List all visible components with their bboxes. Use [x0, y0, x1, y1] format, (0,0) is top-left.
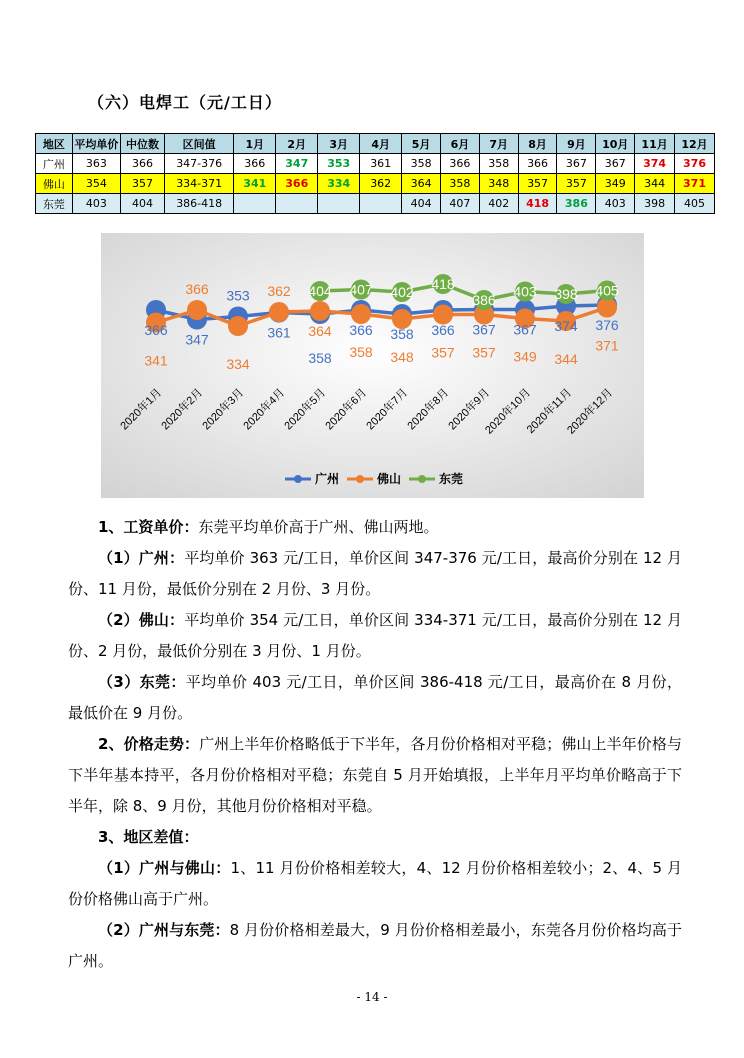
table-cell: 357	[120, 174, 164, 194]
table-cell: 东莞	[36, 194, 73, 214]
table-header-cell: 1月	[234, 134, 276, 154]
table-cell: 398	[635, 194, 675, 214]
table-cell: 402	[479, 194, 518, 214]
data-label: 386	[472, 292, 496, 308]
table-cell: 418	[518, 194, 557, 214]
paragraph-5	[68, 729, 682, 822]
table-header-cell: 11月	[635, 134, 675, 154]
paragraph-4-text: 平均单价 403 元/工日，单价区间 386-418 元/工日，最高价在 8 月份，最低价在 9 月份。	[68, 673, 682, 722]
table-cell: 371	[675, 174, 715, 194]
table-header-row	[36, 134, 715, 154]
paragraph-1-heading: 1、工资单价：	[98, 518, 199, 536]
x-tick-label: 2020年9月	[446, 386, 493, 433]
table-cell: 367	[596, 154, 635, 174]
paragraph-2	[68, 543, 682, 605]
table-cell: 366	[441, 154, 480, 174]
table-cell	[318, 194, 360, 214]
table-header-cell: 区间值	[165, 134, 234, 154]
table-cell: 358	[402, 154, 441, 174]
x-tick-label: 2020年4月	[241, 386, 288, 433]
x-tick-label: 2020年6月	[323, 386, 370, 433]
x-tick-label: 2020年1月	[118, 386, 165, 433]
paragraph-8-heading: （2）广州与东莞：	[98, 921, 230, 939]
table-cell: 334-371	[165, 174, 234, 194]
table-header-cell: 4月	[360, 134, 402, 154]
table-cell: 334	[318, 174, 360, 194]
data-label: 357	[431, 344, 455, 361]
table-cell: 405	[675, 194, 715, 214]
paragraph-8-text: 8 月份价格相差最大，9 月份价格相差最小，东莞各月份价格均高于广州。	[68, 921, 682, 970]
table-cell: 348	[479, 174, 518, 194]
table-cell: 403	[72, 194, 120, 214]
table-cell	[360, 194, 402, 214]
x-tick-label: 2020年11月	[524, 386, 575, 437]
table-cell: 361	[360, 154, 402, 174]
legend-label: 佛山	[377, 472, 402, 486]
x-tick-label: 2020年12月	[565, 386, 616, 437]
table-cell: 344	[635, 174, 675, 194]
paragraph-6	[68, 822, 682, 853]
table-header-cell: 12月	[675, 134, 715, 154]
table-row	[36, 194, 715, 214]
table-header-cell: 7月	[479, 134, 518, 154]
data-label: 418	[431, 276, 455, 292]
data-label: 402	[390, 284, 414, 300]
data-label: 371	[595, 337, 619, 354]
table-cell: 354	[72, 174, 120, 194]
paragraph-4	[68, 667, 682, 729]
data-point	[310, 301, 330, 321]
data-label: 398	[554, 286, 578, 302]
table-row	[36, 154, 715, 174]
table-cell: 362	[360, 174, 402, 194]
table-cell: 364	[402, 174, 441, 194]
table-cell: 358	[441, 174, 480, 194]
table-cell: 403	[596, 194, 635, 214]
x-tick-label: 2020年5月	[282, 386, 329, 433]
table-cell: 366	[234, 154, 276, 174]
data-label: 376	[595, 317, 619, 333]
x-tick-label: 2020年8月	[405, 386, 452, 433]
data-point	[269, 302, 289, 322]
table-cell: 347-376	[165, 154, 234, 174]
table-cell: 404	[120, 194, 164, 214]
paragraph-6-heading: 3、地区差值：	[98, 828, 199, 846]
data-label: 358	[308, 350, 332, 366]
data-label: 349	[513, 348, 537, 365]
data-label: 353	[226, 287, 250, 304]
table-cell: 358	[479, 154, 518, 174]
table-cell: 376	[675, 154, 715, 174]
legend-label: 东莞	[439, 472, 464, 486]
data-label: 403	[513, 283, 537, 300]
paragraph-5-text: 广州上半年价格略低于下半年，各月份价格相对平稳；佛山上半年价格与下半年基本持平，各月份价格相对平稳；东莞自 5 月开始填报，上半年月平均单价略高于下半年，除 8、9 月份，其他月份价格相对平稳。	[68, 735, 682, 815]
data-label: 361	[267, 324, 291, 341]
data-label: 367	[513, 321, 537, 338]
data-label: 358	[349, 344, 373, 360]
table-cell: 386	[557, 194, 596, 214]
table-cell: 366	[120, 154, 164, 174]
paragraph-7-heading: （1）广州与佛山：	[98, 859, 231, 877]
table-cell: 386-418	[165, 194, 234, 214]
data-label: 405	[595, 282, 619, 299]
x-tick-label: 2020年7月	[364, 386, 411, 433]
data-label: 344	[554, 351, 578, 367]
paragraph-7	[68, 853, 682, 915]
data-label: 366	[144, 322, 168, 338]
section-title: （六）电焊工（元/工日）	[88, 93, 282, 112]
x-tick-label: 2020年10月	[483, 386, 534, 437]
data-label: 366	[431, 322, 455, 338]
data-label: 404	[308, 283, 332, 299]
price-line-chart	[101, 233, 644, 498]
paragraph-8	[68, 915, 682, 977]
table-cell: 佛山	[36, 174, 73, 194]
page-number: - 14 -	[356, 990, 388, 1004]
data-label: 362	[267, 283, 291, 299]
data-label: 334	[226, 356, 250, 372]
data-point	[351, 304, 371, 324]
x-tick-label: 2020年3月	[200, 386, 247, 433]
data-label: 367	[472, 321, 496, 338]
paragraph-5-heading: 2、价格走势：	[98, 735, 200, 753]
table-header-cell: 10月	[596, 134, 635, 154]
table-cell: 404	[402, 194, 441, 214]
table-cell: 353	[318, 154, 360, 174]
table-cell: 341	[234, 174, 276, 194]
table-cell: 366	[518, 154, 557, 174]
chart-svg	[101, 233, 644, 498]
data-label: 374	[554, 318, 578, 334]
paragraph-3-heading: （2）佛山：	[98, 611, 185, 629]
table-cell: 407	[441, 194, 480, 214]
table-header-cell: 9月	[557, 134, 596, 154]
legend-label: 广州	[315, 472, 340, 486]
table-header-cell: 平均单价	[72, 134, 120, 154]
data-label: 357	[472, 344, 496, 361]
table-header-cell: 8月	[518, 134, 557, 154]
data-label: 407	[349, 281, 373, 298]
table-cell	[276, 194, 318, 214]
table-header-cell: 中位数	[120, 134, 164, 154]
table-cell: 广州	[36, 154, 73, 174]
data-label: 364	[308, 323, 332, 339]
table-cell	[234, 194, 276, 214]
paragraph-2-text: 平均单价 363 元/工日，单价区间 347-376 元/工日，最高价分别在 12 月份、11 月份，最低价分别在 2 月份、3 月份。	[68, 549, 682, 598]
price-table	[35, 133, 715, 214]
table-header-cell: 3月	[318, 134, 360, 154]
table-cell: 367	[557, 154, 596, 174]
table-cell: 374	[635, 154, 675, 174]
data-point	[187, 300, 207, 320]
table-cell: 357	[518, 174, 557, 194]
data-label: 366	[349, 322, 373, 338]
table-cell: 363	[72, 154, 120, 174]
paragraph-2-heading: （1）广州：	[98, 549, 185, 567]
table-header-cell: 2月	[276, 134, 318, 154]
paragraph-3	[68, 605, 682, 667]
data-label: 358	[390, 326, 414, 342]
data-label: 347	[185, 331, 209, 348]
data-label: 366	[185, 281, 209, 297]
table-cell: 349	[596, 174, 635, 194]
table-cell: 366	[276, 174, 318, 194]
paragraph-1	[68, 512, 682, 543]
paragraph-1-text: 东莞平均单价高于广州、佛山两地。	[198, 518, 439, 536]
table-header-cell: 地区	[36, 134, 73, 154]
table-cell: 347	[276, 154, 318, 174]
paragraph-4-heading: （3）东莞：	[98, 673, 186, 691]
data-label: 348	[390, 349, 414, 365]
data-label: 341	[144, 352, 168, 369]
paragraph-3-text: 平均单价 354 元/工日，单价区间 334-371 元/工日，最高价分别在 12 月份、2 月份，最低价分别在 3 月份、1 月份。	[68, 611, 682, 660]
table-header-cell: 6月	[441, 134, 480, 154]
x-tick-label: 2020年2月	[159, 386, 206, 433]
paragraph-7-text: 1、11 月份价格相差较大，4、12 月份价格相差较小；2、4、5 月份价格佛山高于广州。	[68, 859, 682, 908]
table-header-cell: 5月	[402, 134, 441, 154]
table-row	[36, 174, 715, 194]
data-point	[228, 316, 248, 336]
table-cell: 357	[557, 174, 596, 194]
